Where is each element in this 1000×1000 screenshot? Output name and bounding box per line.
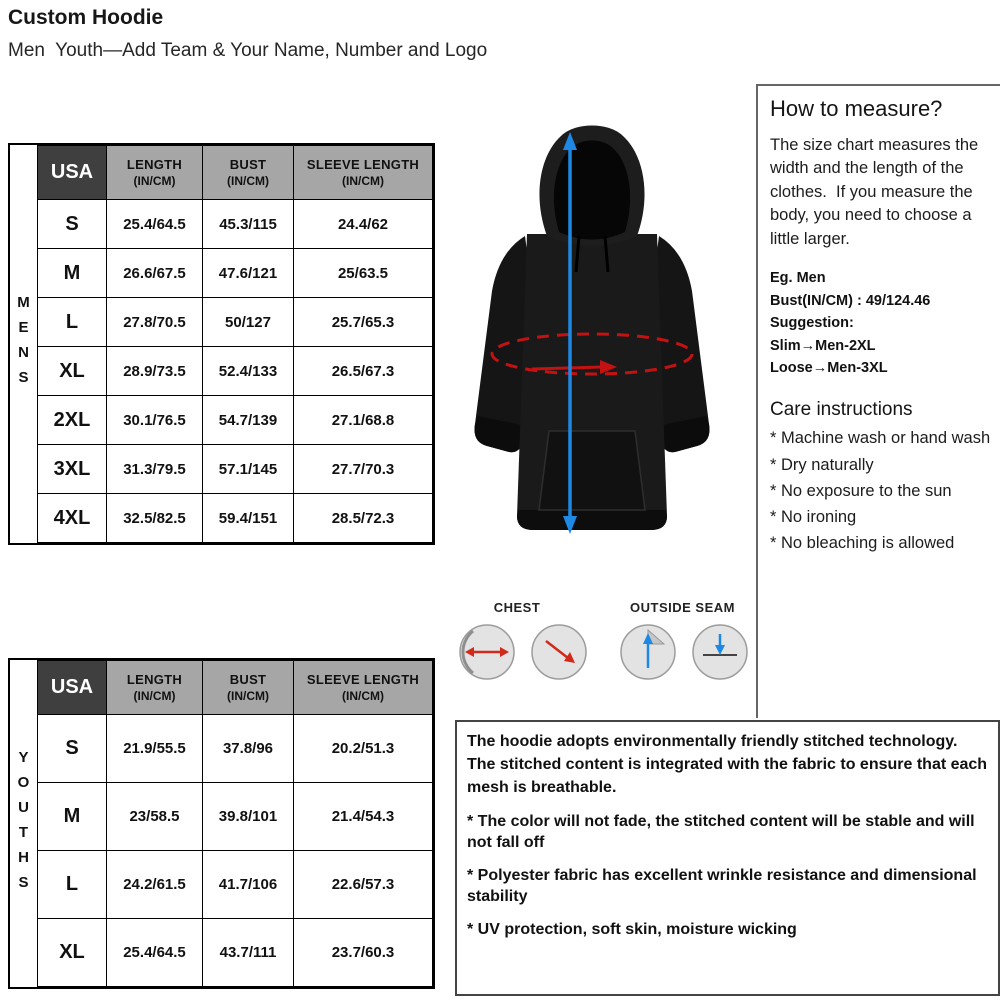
care-item: * No bleaching is allowed (770, 533, 955, 552)
mens-group-label-cell (10, 145, 37, 543)
outside-seam-icons (618, 622, 750, 682)
usa-header-cell: USA (38, 661, 107, 715)
page-title: Custom Hoodie (8, 6, 164, 29)
value-cell: 23.7/60.3 (294, 919, 433, 987)
youth-group-label-cell (10, 660, 37, 987)
value-cell: 27.7/70.3 (294, 445, 433, 494)
chest-measure-icon (529, 622, 589, 682)
page-header (8, 6, 748, 62)
value-cell: 43.7/111 (203, 919, 294, 987)
value-cell: 28.9/73.5 (107, 347, 203, 396)
value-cell: 27.1/68.8 (294, 396, 433, 445)
page-subtitle: Men Youth—Add Team & Your Name, Number and Logo (8, 40, 488, 61)
sleeve-column-header: SLEEVE LENGTH (IN/CM) (294, 661, 433, 715)
value-cell: 39.8/101 (203, 783, 294, 851)
length-column-header: LENGTH (IN/CM) (107, 146, 203, 200)
value-cell: 57.1/145 (203, 445, 294, 494)
bust-column-header: BUST (IN/CM) (203, 146, 294, 200)
mens-size-grid (37, 145, 433, 543)
example-line: Suggestion: (770, 315, 854, 332)
care-instructions-heading: Care instructions (770, 399, 913, 421)
value-cell: 52.4/133 (203, 347, 294, 396)
value-cell: 37.8/96 (203, 715, 294, 783)
value-cell: 30.1/76.5 (107, 396, 203, 445)
description-bullet: * UV protection, soft skin, moisture wicking (467, 920, 797, 938)
size-cell: 2XL (38, 396, 107, 445)
size-cell: M (38, 249, 107, 298)
value-cell: 25.4/64.5 (107, 919, 203, 987)
table-row (38, 851, 433, 919)
value-cell: 27.8/70.5 (107, 298, 203, 347)
value-cell: 25.4/64.5 (107, 200, 203, 249)
table-group-label: YOUTHS (15, 748, 32, 899)
care-item: * Dry naturally (770, 455, 874, 474)
size-cell: 4XL (38, 494, 107, 543)
description-paragraph: The hoodie adopts environmentally friendly stitched technology. The stitched content is integrated with the fabric to ensure that each mesh is breathable. (467, 733, 988, 797)
value-cell: 59.4/151 (203, 494, 294, 543)
table-header-row (38, 146, 433, 200)
value-cell: 26.5/67.3 (294, 347, 433, 396)
example-line: Bust(IN/CM) : 49/124.46 (770, 292, 931, 309)
care-item: * No ironing (770, 507, 857, 526)
description-bullet: * The color will not fade, the stitched content will be stable and will not fall off (467, 812, 975, 852)
value-cell: 31.3/79.5 (107, 445, 203, 494)
table-row (38, 919, 433, 987)
table-row (38, 200, 433, 249)
seam-length-icon (690, 622, 750, 682)
care-item: * Machine wash or hand wash (770, 429, 991, 448)
value-cell: 24.2/61.5 (107, 851, 203, 919)
how-to-measure-panel (756, 84, 1000, 718)
usa-header-cell: USA (38, 146, 107, 200)
value-cell: 28.5/72.3 (294, 494, 433, 543)
chest-width-icon (457, 622, 517, 682)
value-cell: 25.7/65.3 (294, 298, 433, 347)
youth-size-table (8, 658, 435, 989)
size-cell: S (38, 200, 107, 249)
value-cell: 20.2/51.3 (294, 715, 433, 783)
value-cell: 25/63.5 (294, 249, 433, 298)
value-cell: 21.4/54.3 (294, 783, 433, 851)
seam-fold-icon (618, 622, 678, 682)
table-row (38, 494, 433, 543)
table-row (38, 249, 433, 298)
bust-column-header: BUST (IN/CM) (203, 661, 294, 715)
care-instructions-list (770, 427, 994, 554)
hoodie-pocket (539, 431, 645, 510)
table-header-row (38, 661, 433, 715)
measure-intro-text: The size chart measures the width and the length of the clothes. If you measure the body, you need to choose a little larger. (770, 136, 983, 248)
table-row (38, 396, 433, 445)
value-cell: 21.9/55.5 (107, 715, 203, 783)
sleeve-column-header: SLEEVE LENGTH (IN/CM) (294, 146, 433, 200)
table-group-label: MENS (15, 294, 32, 394)
value-cell: 24.4/62 (294, 200, 433, 249)
value-cell: 50/127 (203, 298, 294, 347)
table-row (38, 783, 433, 851)
size-cell: S (38, 715, 107, 783)
size-cell: XL (38, 347, 107, 396)
chest-label: CHEST (493, 600, 541, 615)
chest-icons (457, 622, 589, 682)
value-cell: 22.6/57.3 (294, 851, 433, 919)
sizing-example (770, 267, 994, 379)
value-cell: 41.7/106 (203, 851, 294, 919)
size-cell: L (38, 851, 107, 919)
example-line: Eg. Men (770, 270, 826, 287)
value-cell: 47.6/121 (203, 249, 294, 298)
table-row (38, 298, 433, 347)
youth-size-grid (37, 660, 433, 987)
care-item: * No exposure to the sun (770, 481, 952, 500)
value-cell: 54.7/139 (203, 396, 294, 445)
description-bullet: * Polyester fabric has excellent wrinkle resistance and dimensional stability (467, 866, 977, 906)
product-description-panel (455, 720, 1000, 996)
value-cell: 32.5/82.5 (107, 494, 203, 543)
hoodie-illustration (437, 86, 747, 591)
value-cell: 23/58.5 (107, 783, 203, 851)
example-line: Slim→Men-2XL (770, 337, 876, 354)
outside-seam-label: OUTSIDE SEAM (630, 600, 735, 615)
value-cell: 45.3/115 (203, 200, 294, 249)
mens-size-table (8, 143, 435, 545)
table-row (38, 347, 433, 396)
table-row (38, 715, 433, 783)
size-cell: XL (38, 919, 107, 987)
example-line: Loose→Men-3XL (770, 359, 888, 376)
size-cell: L (38, 298, 107, 347)
size-cell: 3XL (38, 445, 107, 494)
value-cell: 26.6/67.5 (107, 249, 203, 298)
how-to-measure-heading: How to measure? (770, 96, 943, 121)
size-cell: M (38, 783, 107, 851)
length-column-header: LENGTH (IN/CM) (107, 661, 203, 715)
table-row (38, 445, 433, 494)
